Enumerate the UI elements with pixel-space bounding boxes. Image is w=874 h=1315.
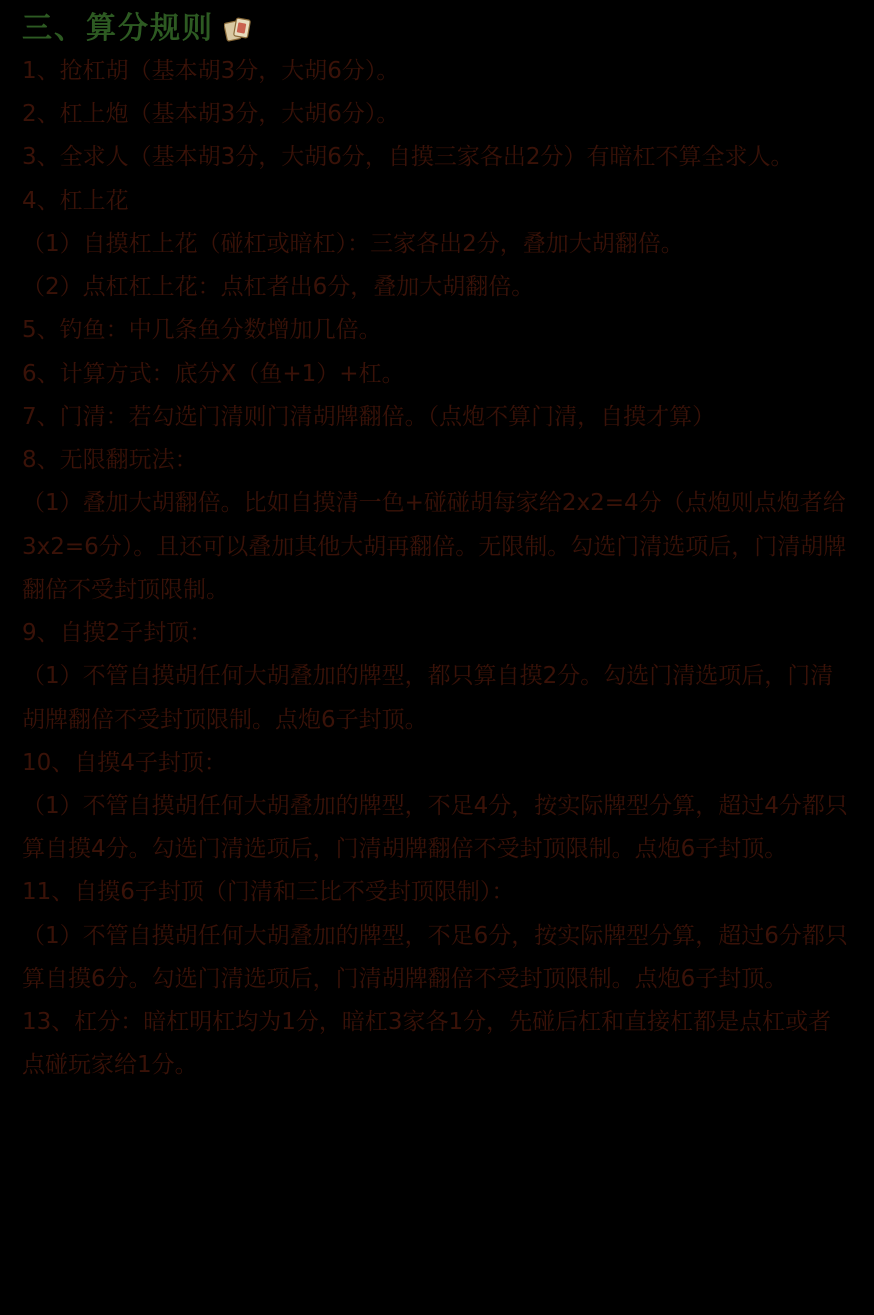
- list-item: 11、自摸6子封顶（门清和三比不受封顶限制）：: [22, 879, 515, 906]
- list-item: 9、自摸2子封顶：: [22, 620, 213, 647]
- rules-list: [0, 50, 874, 1088]
- list-item: 5、钓鱼：中几条鱼分数增加几倍。: [22, 317, 382, 344]
- list-item: 10、自摸4子封顶：: [22, 749, 227, 776]
- list-item: 3、全求人（基本胡3分，大胡6分，自摸三家各出2分）有暗杠不算全求人。: [22, 144, 794, 171]
- page-title: 三、算分规则: [22, 11, 214, 46]
- list-item: （1）不管自摸胡任何大胡叠加的牌型，都只算自摸2分。勾选门清选项后，门清胡牌翻倍不受封顶限制。点炮6子封顶。: [22, 663, 834, 733]
- list-item: 1、抢杠胡（基本胡3分，大胡6分）。: [22, 58, 400, 84]
- section-header: [0, 0, 874, 50]
- list-item: 7、门清：若勾选门清则门清胡牌翻倍。（点炮不算门清，自摸才算）: [22, 403, 716, 430]
- mahjong-tiles-icon: [224, 15, 254, 43]
- list-item: （1）不管自摸胡任何大胡叠加的牌型，不足6分，按实际牌型分算，超过6分都只算自摸6分。勾选门清选项后，门清胡牌翻倍不受封顶限制。点炮6子封顶。: [22, 922, 848, 992]
- list-item: 6、计算方式：底分X（鱼+1）+杠。: [22, 360, 405, 387]
- list-item: 2、杠上炮（基本胡3分，大胡6分）。: [22, 101, 400, 128]
- list-item: （1）不管自摸胡任何大胡叠加的牌型，不足4分，按实际牌型分算，超过4分都只算自摸4分。勾选门清选项后，门清胡牌翻倍不受封顶限制。点炮6子封顶。: [22, 792, 848, 863]
- list-item: （2）点杠杠上花：点杠者出6分，叠加大胡翻倍。: [22, 274, 535, 301]
- list-item: 4、杠上花: [22, 187, 129, 214]
- list-item: 13、杠分：暗杠明杠均为1分，暗杠3家各1分，先碰后杠和直接杠都是点杠或者点碰玩家给1分。: [22, 1009, 832, 1079]
- list-item: （1）自摸杠上花（碰杠或暗杠）：三家各出2分，叠加大胡翻倍。: [22, 230, 684, 257]
- list-item: （1）叠加大胡翻倍。比如自摸清一色+碰碰胡每家给2x2=4分（点炮则点炮者给3x2=6分）。且还可以叠加其他大胡再翻倍。无限制。勾选门清选项后，门清胡牌翻倍不受封顶限制。: [22, 490, 847, 603]
- list-item: 8、无限翻玩法：: [22, 447, 198, 474]
